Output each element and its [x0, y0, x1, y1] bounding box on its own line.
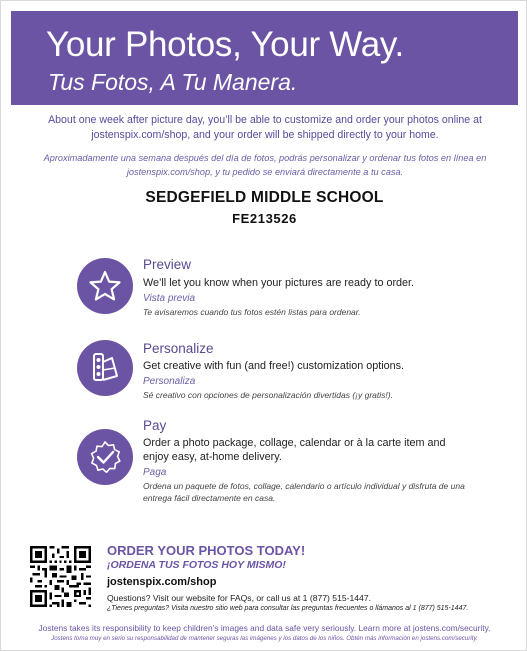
checkmark-icon — [77, 429, 133, 485]
step-heading: Personalize — [143, 341, 214, 356]
step-text-es: Sé creativo con opciones de personalización divertidas (¡y gratis!). — [143, 390, 393, 400]
step-text-en: We’ll let you know when your pictures are ready to order. — [143, 277, 415, 289]
step-text-es: Ordena un paquete de fotos, collage, calendario o artículo individual y disfruta de una entrega fácil directamente en casa. — [143, 481, 465, 503]
step-heading: Pay — [143, 418, 167, 433]
shop-link[interactable]: jostenspix.com/shop — [107, 576, 217, 588]
star-icon — [77, 258, 133, 314]
step-heading-es: Vista previa — [143, 293, 196, 304]
intro-text-en: About one week after picture day, you’ll be able to customize and order your photos online at jostenspix.com/shop, and your order will be shipped directly to your home. — [48, 114, 482, 141]
order-heading-es: ¡ORDENA TUS FOTOS HOY MISMO! — [107, 559, 286, 571]
questions-text-es: ¿Tienes preguntas? Visita nuestro sitio web para consultar las preguntas frecuentes o llámanos al 1 (877) 515-1447. — [107, 605, 469, 612]
intro-text-es: Aproximadamente una semana después del día de fotos, podrás personalizar y ordenar tus fotos en línea en jostenspix.com/shop, y tu pedido se enviará directamente a tu casa. — [43, 153, 487, 177]
customize-icon — [77, 340, 133, 396]
footer-security-es: Jostens toma muy en serio su responsabilidad de mantener seguras las imágenes y los datos de los niños. Obtén más información en jostens.com/security. — [51, 635, 478, 642]
step-heading: Preview — [143, 257, 192, 272]
step-heading-es: Personaliza — [143, 376, 196, 387]
school-name: SEDGEFIELD MIDDLE SCHOOL — [145, 189, 384, 206]
footer-security-en: Jostens takes its responsibility to keep children’s images and data safe very seriously. Learn more at jostens.com/security. — [38, 623, 491, 633]
questions-text-en: Questions? Visit our website for FAQs, or call us at 1 (877) 515-1447. — [107, 593, 371, 603]
qr-code-icon[interactable] — [30, 546, 91, 607]
step-heading-es: Paga — [143, 467, 167, 478]
banner-subtitle: Tus Fotos, A Tu Manera. — [48, 69, 298, 95]
order-heading: ORDER YOUR PHOTOS TODAY! — [107, 543, 306, 558]
header-banner — [11, 11, 518, 105]
school-code: FE213526 — [232, 211, 297, 226]
step-text-en: Get creative with fun (and free!) customization options. — [143, 360, 405, 372]
banner-title: Your Photos, Your Way. — [46, 25, 404, 64]
step-text-en: Order a photo package, collage, calendar or à la carte item and enjoy easy, at-home delivery. — [143, 437, 446, 463]
step-text-es: Te avisaremos cuando tus fotos estén listas para ordenar. — [143, 307, 361, 317]
